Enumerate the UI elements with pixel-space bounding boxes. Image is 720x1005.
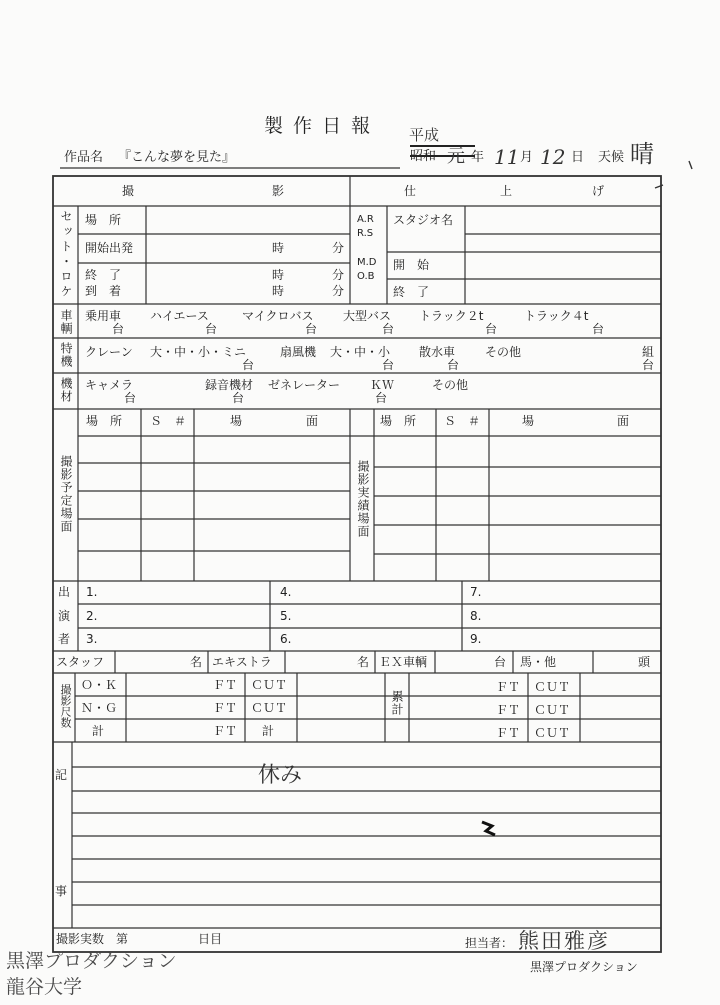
ar-label: A.R (357, 214, 374, 225)
ft-label: ＦＴ (496, 703, 521, 717)
ex-car-label: ＥＸ車輌 (379, 655, 428, 669)
finish-header-3: げ (592, 184, 605, 198)
cast-number: 1. (86, 585, 98, 599)
notes-label-bottom: 事 (55, 884, 68, 898)
cast-label-1: 出 (58, 585, 71, 599)
day-value: 12 (540, 145, 566, 169)
special-sprinkler: 散水車 (419, 345, 456, 359)
cast-number: 6. (280, 632, 292, 646)
unit-label: 台 (375, 391, 388, 405)
finish-header-2: 上 (500, 184, 513, 198)
set-loc-label: セット・ロケ (59, 210, 73, 300)
name-unit-label: 名 (357, 655, 370, 669)
scene-number-header: Ｓ ＃ (150, 414, 187, 428)
era-printed: 昭和 (410, 149, 437, 164)
vehicle-microbus: マイクロバス (242, 309, 314, 323)
cut-label: ＣＵＴ (534, 680, 571, 694)
minute-label: 分 (332, 268, 345, 282)
crane-sizes: 大・中・小・ミニ (150, 345, 247, 359)
cast-number: 5. (280, 609, 292, 623)
ft-label: ＦＴ (496, 726, 521, 740)
cut-label: ＣＵＴ (251, 701, 288, 715)
unit-label: 台 (205, 322, 218, 336)
minute-label: 分 (332, 241, 345, 255)
unit-label: 台 (232, 391, 245, 405)
shoot-header-2: 影 (272, 184, 285, 198)
footage-ok-label: Ｏ・Ｋ (81, 678, 118, 692)
vehicle-hiace: ハイエース (150, 309, 209, 323)
end-label: 終 了 (85, 268, 122, 282)
special-other: その他 (485, 345, 522, 359)
days-label: 撮影実数 第 (56, 932, 129, 946)
unit-label: 台 (242, 358, 255, 372)
horse-label: 馬・他 (520, 655, 557, 669)
cast-label-2: 演 (58, 609, 71, 623)
vehicle-truck2: トラック２t (419, 309, 484, 323)
cast-number: 8. (470, 609, 482, 623)
scene-header: 場 (522, 414, 535, 428)
work-label: 作品名 (64, 150, 104, 165)
scene-header: 面 (306, 414, 319, 428)
vehicle-truck4: トラック４t (524, 309, 589, 323)
year-value: 元 (447, 146, 465, 167)
cast-number: 9. (470, 632, 482, 646)
person-name: 熊田雅彦 (518, 929, 610, 953)
unit-label: 台 (485, 322, 498, 336)
set-unit-label: 組 (642, 345, 655, 359)
unit-label: 台 (382, 322, 395, 336)
name-unit-label: 名 (190, 655, 203, 669)
cut-label: ＣＵＴ (251, 678, 288, 692)
company-name: 黒澤プロダクション (530, 960, 638, 974)
scene-header: 面 (617, 414, 630, 428)
start-label: 開始出発 (85, 241, 134, 255)
footage-total-label: 計 (92, 724, 105, 738)
actual-scenes-label: 撮影実績場面 (356, 460, 370, 538)
staff-label: スタッフ (56, 655, 105, 669)
cut-label: ＣＵＴ (534, 703, 571, 717)
vehicles-label: 車輌 (59, 309, 73, 335)
rs-label: R.S (357, 228, 374, 239)
cast-number: 3. (86, 632, 98, 646)
shuryo-label: 終 了 (393, 285, 430, 299)
hour-label: 時 (272, 241, 285, 255)
kaishi-label: 開 始 (393, 258, 430, 272)
watermark-line1: 黒澤プロダクション (6, 950, 177, 972)
unit-label: 台 (494, 655, 507, 669)
weather-value: 晴 (630, 140, 654, 168)
vehicle-car: 乗用車 (85, 309, 122, 323)
month-value: 11 (494, 145, 520, 169)
ft-label: ＦＴ (496, 680, 521, 694)
hour-label: 時 (272, 284, 285, 298)
footage-ng-label: Ｎ・Ｇ (81, 701, 118, 715)
footage-label: 撮影尺数 (59, 684, 72, 728)
hour-label: 時 (272, 268, 285, 282)
extra-label: エキストラ (212, 655, 272, 669)
shoot-header-1: 撮 (122, 184, 135, 198)
unit-label: 台 (642, 358, 655, 372)
head-unit-label: 頭 (638, 655, 651, 669)
equip-other: その他 (432, 378, 469, 392)
cut-label: ＣＵＴ (534, 726, 571, 740)
equipment-label: 機材 (59, 377, 73, 403)
scene-header: 場 (230, 414, 243, 428)
ft-label: ＦＴ (213, 701, 238, 715)
watermark-line2: 龍谷大学 (6, 976, 83, 998)
vehicle-bigbus: 大型バス (343, 309, 392, 323)
weather-label: 天候 (598, 150, 625, 165)
minute-label: 分 (332, 284, 345, 298)
day-label: 日 (571, 150, 585, 165)
equip-generator: ゼネレーター (268, 378, 341, 392)
fan-sizes: 大・中・小 (330, 345, 391, 359)
scene-location-header: 場 所 (86, 414, 123, 428)
planned-scenes-label: 撮影予定場面 (59, 455, 73, 533)
cumulative-label: 累計 (390, 690, 404, 716)
cast-label-3: 者 (58, 632, 71, 646)
days-unit-label: 日目 (198, 932, 223, 946)
unit-label: 台 (382, 358, 395, 372)
location-label: 場 所 (85, 213, 122, 227)
ink-mark (482, 822, 495, 835)
arrive-label: 到 着 (85, 284, 122, 298)
unit-label: 台 (305, 322, 318, 336)
era-handwritten: 平成 (409, 126, 440, 144)
cast-number: 2. (86, 609, 98, 623)
studio-label: スタジオ名 (393, 213, 454, 227)
equip-camera: キャメラ (85, 378, 134, 392)
cast-number: 4. (280, 585, 292, 599)
special-fan: 扇風機 (280, 345, 317, 359)
notes-label-top: 記 (55, 768, 68, 782)
equip-recorder: 録音機材 (205, 378, 254, 392)
special-label: 特機 (59, 342, 73, 368)
ob-label: O.B (357, 271, 375, 282)
year-label: 年 (471, 150, 485, 165)
unit-label: 台 (447, 358, 460, 372)
ft-label: ＦＴ (213, 724, 238, 738)
equip-kw: ＫＷ (370, 378, 395, 392)
md-label: M.D (357, 257, 377, 268)
unit-label: 台 (112, 322, 125, 336)
footage-total-label: 計 (262, 724, 275, 738)
scene-number-header: Ｓ ＃ (444, 414, 481, 428)
page-title: 製 作 日 報 (264, 115, 373, 137)
notes-content: 休み (258, 763, 303, 788)
person-label: 担当者： (465, 936, 514, 950)
ft-label: ＦＴ (213, 678, 238, 692)
finish-header-1: 仕 (404, 184, 417, 198)
scene-location-header: 場 所 (380, 414, 417, 428)
unit-label: 台 (124, 391, 137, 405)
cast-number: 7. (470, 585, 482, 599)
work-title: 『こんな夢を見た』 (118, 150, 236, 165)
unit-label: 台 (592, 322, 605, 336)
month-label: 月 (520, 150, 534, 165)
special-crane: クレーン (85, 345, 133, 359)
